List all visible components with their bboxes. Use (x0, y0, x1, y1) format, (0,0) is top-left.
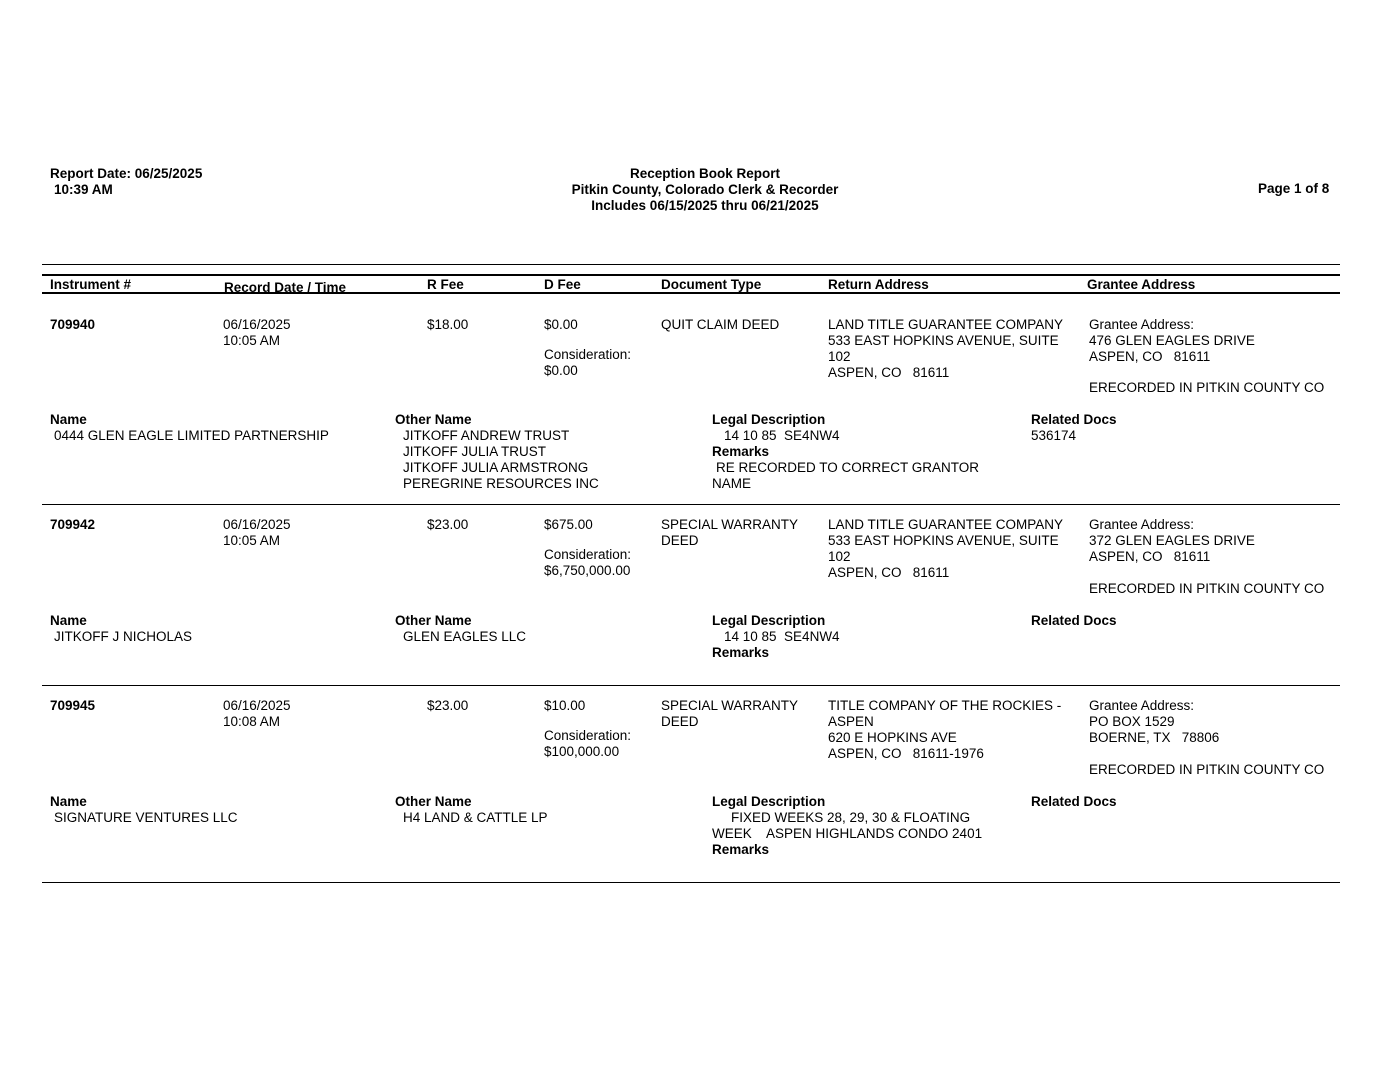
return-address-line: 102 (828, 549, 851, 564)
related-docs-label: Related Docs (1031, 412, 1117, 427)
record-divider (42, 685, 1340, 686)
d-fee: $675.00 (544, 517, 593, 532)
consideration-value: $0.00 (544, 363, 578, 378)
legal-description-value: WEEK ASPEN HIGHLANDS CONDO 2401 (712, 826, 983, 841)
remarks-label: Remarks (712, 645, 770, 660)
grantee-address-line: ASPEN, CO 81611 (1089, 349, 1211, 364)
name-label: Name (50, 412, 87, 427)
erecorded-note: ERECORDED IN PITKIN COUNTY CO (1089, 762, 1325, 777)
record-date: 06/16/2025 (223, 698, 291, 713)
consideration-label: Consideration: (544, 547, 632, 562)
grantee-address-line: BOERNE, TX 78806 (1089, 730, 1220, 745)
r-fee: $23.00 (427, 698, 469, 713)
grantee-address-label: Grantee Address: (1089, 317, 1195, 332)
grantee-address-line: 476 GLEN EAGLES DRIVE (1089, 333, 1255, 348)
legal-description-label: Legal Description (712, 794, 826, 809)
consideration-value: $6,750,000.00 (544, 563, 631, 578)
grantee-address-line: 372 GLEN EAGLES DRIVE (1089, 533, 1255, 548)
d-fee: $0.00 (544, 317, 578, 332)
r-fee: $23.00 (427, 517, 469, 532)
document-type: SPECIAL WARRANTY (661, 698, 799, 713)
instrument-number: 709942 (50, 517, 96, 532)
consideration-label: Consideration: (544, 728, 632, 743)
grantee-address-line: PO BOX 1529 (1089, 714, 1175, 729)
document-type: DEED (661, 714, 699, 729)
col-d-fee: D Fee (544, 277, 581, 292)
consideration-label: Consideration: (544, 347, 632, 362)
remarks-label: Remarks (712, 444, 770, 459)
return-address-line: ASPEN, CO 81611 (828, 365, 950, 380)
record-divider (42, 882, 1340, 883)
r-fee: $18.00 (427, 317, 469, 332)
record-date: 06/16/2025 (223, 317, 291, 332)
report-date: Report Date: 06/25/2025 (50, 166, 203, 181)
consideration-value: $100,000.00 (544, 744, 620, 759)
grantee-address-label: Grantee Address: (1089, 517, 1195, 532)
related-docs-label: Related Docs (1031, 613, 1117, 628)
record-date: 06/16/2025 (223, 517, 291, 532)
col-return-address: Return Address (828, 277, 929, 292)
name-label: Name (50, 794, 87, 809)
return-address-line: ASPEN, CO 81611-1976 (828, 746, 984, 761)
legal-description-value: 14 10 85 SE4NW4 (724, 428, 840, 443)
record-time: 10:05 AM (223, 533, 281, 548)
record-time: 10:08 AM (223, 714, 281, 729)
other-name-label: Other Name (395, 613, 472, 628)
other-name-value: PEREGRINE RESOURCES INC (403, 476, 599, 491)
related-docs-value: 536174 (1031, 428, 1077, 443)
document-type: QUIT CLAIM DEED (661, 317, 780, 332)
col-instrument: Instrument # (50, 277, 132, 292)
document-type: DEED (661, 533, 699, 548)
page-number: Page 1 of 8 (1258, 181, 1330, 196)
return-address-line: LAND TITLE GUARANTEE COMPANY (828, 317, 1064, 332)
d-fee: $10.00 (544, 698, 586, 713)
report-time: 10:39 AM (54, 182, 113, 197)
return-address-line: TITLE COMPANY OF THE ROCKIES - (828, 698, 1062, 713)
other-name-value: JITKOFF ANDREW TRUST (403, 428, 570, 443)
remarks-label: Remarks (712, 842, 770, 857)
return-address-line: ASPEN (828, 714, 874, 729)
other-name-label: Other Name (395, 794, 472, 809)
name-value: SIGNATURE VENTURES LLC (54, 810, 238, 825)
return-address-line: 102 (828, 349, 851, 364)
return-address-line: 533 EAST HOPKINS AVENUE, SUITE (828, 333, 1059, 348)
return-address-line: LAND TITLE GUARANTEE COMPANY (828, 517, 1064, 532)
col-document-type: Document Type (661, 277, 762, 292)
legal-description-label: Legal Description (712, 412, 826, 427)
erecorded-note: ERECORDED IN PITKIN COUNTY CO (1089, 581, 1325, 596)
related-docs-label: Related Docs (1031, 794, 1117, 809)
report-date-range: Includes 06/15/2025 thru 06/21/2025 (591, 198, 819, 213)
col-grantee-address: Grantee Address (1087, 277, 1196, 292)
report-title: Reception Book Report (629, 166, 780, 181)
instrument-number: 709945 (50, 698, 96, 713)
return-address-line: 620 E HOPKINS AVE (828, 730, 957, 745)
remarks-value: NAME (712, 476, 752, 491)
return-address-line: 533 EAST HOPKINS AVENUE, SUITE (828, 533, 1059, 548)
name-value: 0444 GLEN EAGLE LIMITED PARTNERSHIP (54, 428, 329, 443)
other-name-value: H4 LAND & CATTLE LP (403, 810, 548, 825)
col-r-fee: R Fee (427, 277, 464, 292)
name-value: JITKOFF J NICHOLAS (54, 629, 193, 644)
record-divider (42, 504, 1340, 505)
other-name-value: JITKOFF JULIA TRUST (403, 444, 547, 459)
erecorded-note: ERECORDED IN PITKIN COUNTY CO (1089, 380, 1325, 395)
grantee-address-label: Grantee Address: (1089, 698, 1195, 713)
legal-description-value: 14 10 85 SE4NW4 (724, 629, 840, 644)
remarks-value: RE RECORDED TO CORRECT GRANTOR (716, 460, 980, 475)
grantee-address-line: ASPEN, CO 81611 (1089, 549, 1211, 564)
legal-description-value: FIXED WEEKS 28, 29, 30 & FLOATING (731, 810, 971, 825)
header-rule-top-thin (42, 264, 1340, 265)
return-address-line: ASPEN, CO 81611 (828, 565, 950, 580)
record-time: 10:05 AM (223, 333, 281, 348)
other-name-value: JITKOFF JULIA ARMSTRONG (403, 460, 589, 475)
report-subtitle: Pitkin County, Colorado Clerk & Recorder (571, 182, 839, 197)
header-rule-top (42, 274, 1340, 276)
instrument-number: 709940 (50, 317, 96, 332)
other-name-value: GLEN EAGLES LLC (403, 629, 527, 644)
col-record-date: Record Date / Time (224, 280, 347, 295)
legal-description-label: Legal Description (712, 613, 826, 628)
other-name-label: Other Name (395, 412, 472, 427)
name-label: Name (50, 613, 87, 628)
document-type: SPECIAL WARRANTY (661, 517, 799, 532)
